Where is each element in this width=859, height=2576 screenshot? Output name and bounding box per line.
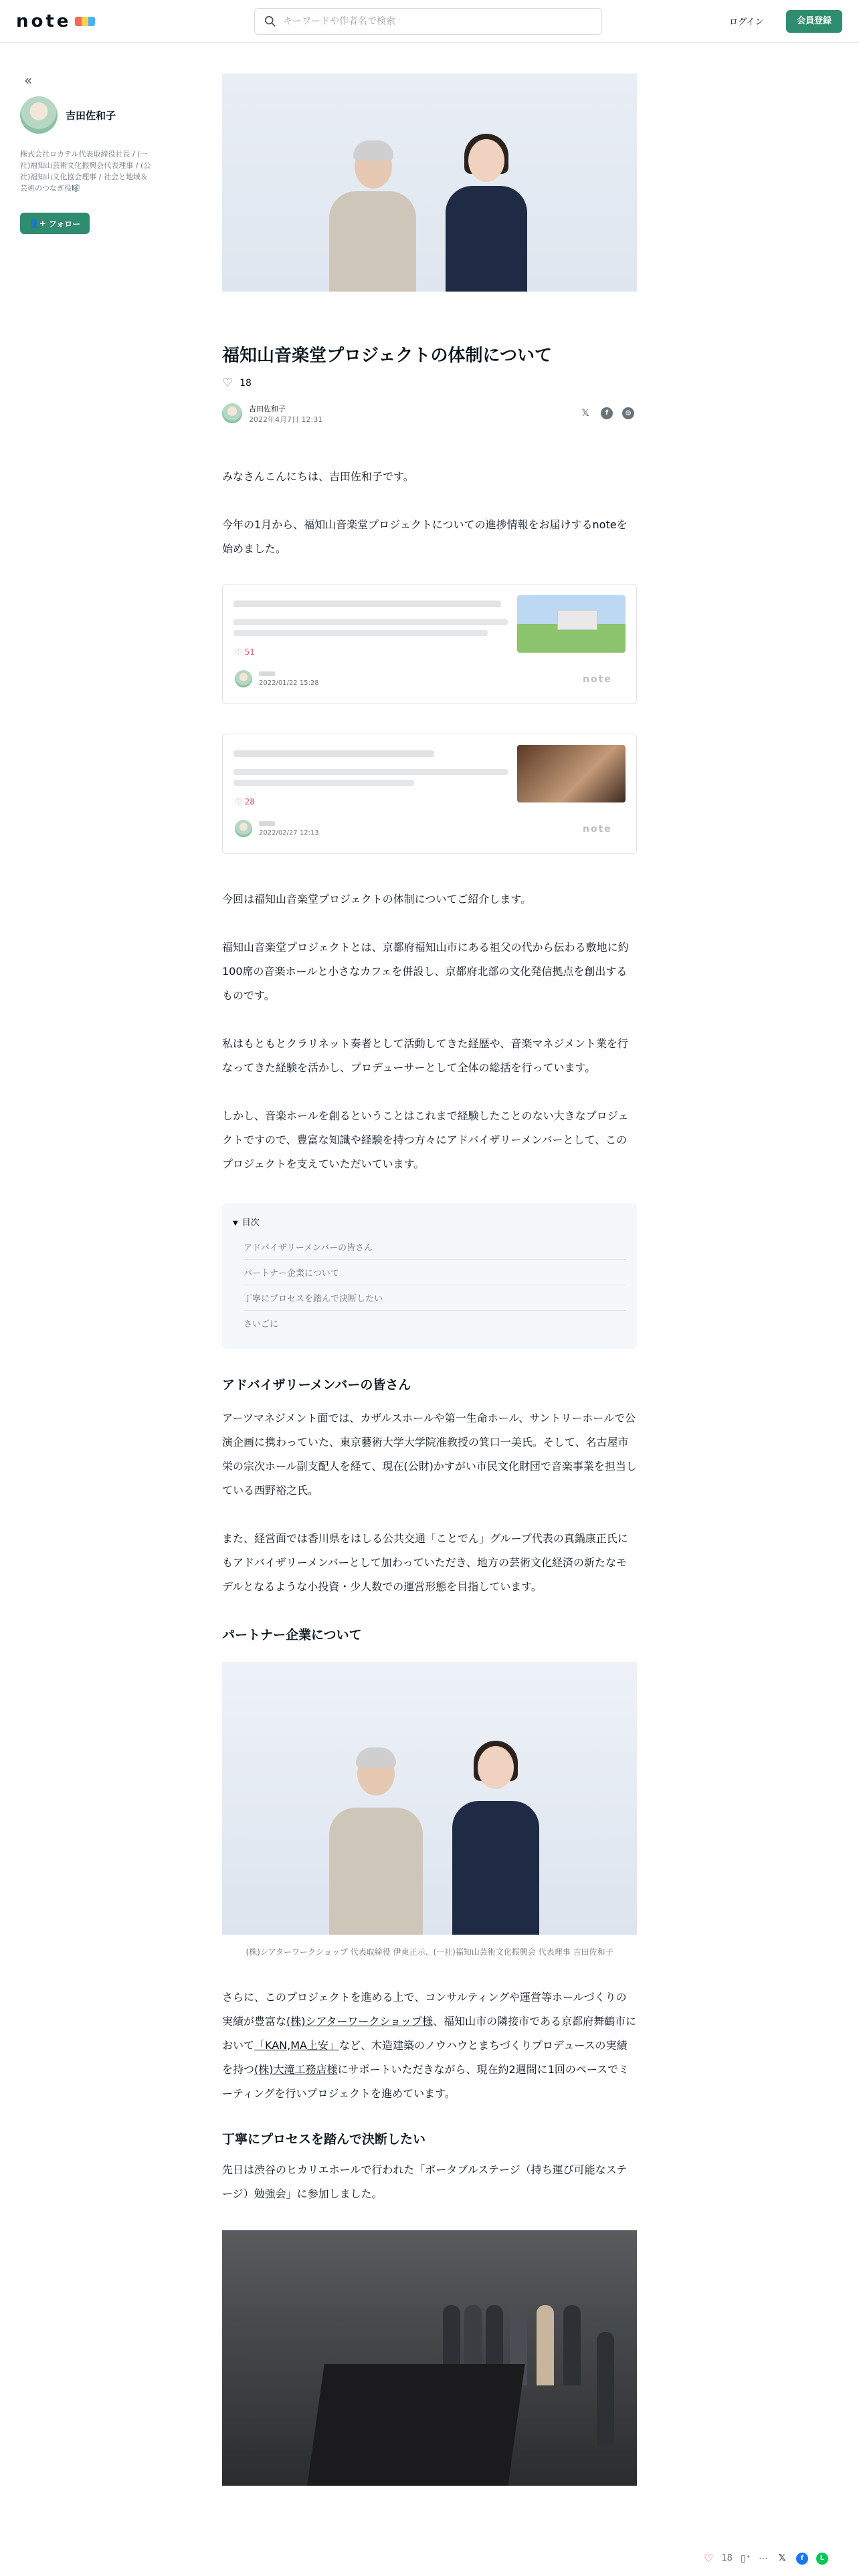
embed-thumbnail	[517, 595, 626, 653]
text-span: にサポートいただきながら、現在約2週間に1回のペースでミーティングを行いプロジェクトを進めています。	[222, 2063, 630, 2100]
embed-excerpt-line	[233, 769, 508, 775]
embed-date: 2022/01/22 15:28	[259, 679, 319, 687]
double-chevron-left-icon[interactable]: «	[24, 72, 33, 88]
author-avatar[interactable]	[222, 403, 242, 423]
heart-icon[interactable]: ♡	[704, 2552, 714, 2565]
section-1-paragraph-2: また、経営面では香川県をはしる公共交通「ことでん」グループ代表の真鍋康正氏にもアドバイザリーメンバーとして加わっていただき、地方の芸術文化経済の新たなモデルとなるような小投資・少人数での運営形態を目指しています。	[222, 1532, 628, 1593]
floating-like-count[interactable]: 18	[721, 2553, 733, 2563]
note-logo[interactable]	[16, 11, 95, 31]
toc-item[interactable]: パートナー企業について	[244, 1269, 339, 1279]
embed-like: ♡ 28	[235, 797, 255, 807]
share-buttons	[579, 407, 634, 419]
site-header	[0, 0, 859, 43]
otaki-link[interactable]: (株)大滝工務店様	[254, 2063, 338, 2076]
like-row	[222, 376, 637, 390]
sidebar-author-name[interactable]: 吉田佐和子	[66, 109, 116, 122]
search-input[interactable]	[283, 16, 577, 27]
logo-badge-icon	[75, 17, 95, 26]
heart-icon[interactable]: ♡	[222, 376, 233, 390]
follow-label: フォロー	[48, 219, 81, 229]
publish-date: 2022年4月7日 12:31	[249, 415, 323, 424]
facebook-share-icon[interactable]: f	[796, 2553, 808, 2565]
hero-image	[222, 74, 637, 292]
embed-excerpt-line	[233, 630, 488, 636]
photo-caption: (株)シアターワークショップ 代表取締役 伊東正示、(一社)福知山芸術文化振興会 代表理事 吉田佐和子	[246, 1947, 613, 1957]
portable-stage	[307, 2364, 525, 2486]
hero-person-right	[443, 124, 530, 292]
avatar[interactable]	[20, 96, 58, 134]
embed-excerpt-line	[233, 780, 414, 786]
signup-button[interactable]: 会員登録	[786, 10, 842, 33]
x-share-icon[interactable]: 𝕏	[778, 2553, 786, 2563]
embed-card[interactable]	[222, 734, 637, 854]
partners-photo	[222, 1662, 637, 1935]
embed-avatar	[235, 820, 252, 837]
text-span: など、木造建築のノウハウとまちづくりプロデュースの実績を持つ	[222, 2039, 628, 2076]
body-paragraph-2: 福知山音楽堂プロジェクトとは、京都府福知山市にある祖父の代から伝わる敷地に約100席の音楽ホールと小さなカフェを併設し、京都府北部の文化発信拠点を創出するものです。	[222, 941, 629, 1002]
author-bio: 株式会社ロカテル代表取締役社長 / (一社)福知山芸術文化振興会代表理事 / (公社)福知山文化協会理事 / 社会と地域＆芸術のつなぎ役🎼	[20, 150, 151, 193]
body-paragraph-3: 私はもともとクラリネット奏者として活動してきた経歴や、音楽マネジメント業を行なってきた経験を活かし、プロデューサーとして全体の総括を行っています。	[222, 1037, 628, 1074]
embed-like-count: 28	[244, 797, 255, 807]
embed-author-placeholder	[259, 819, 275, 826]
search-icon	[264, 15, 276, 27]
section-3-paragraph-1: 先日は渋谷のヒカリエホールで行われた「ポータブルステージ（持ち運び可能なステージ）勉強会」に参加しました。	[222, 2163, 628, 2200]
follow-button[interactable]	[20, 213, 90, 234]
embed-author-placeholder	[259, 669, 275, 676]
meta-author-name[interactable]: 吉田佐和子	[249, 405, 286, 413]
photo-person-right	[450, 1727, 543, 1935]
menu-dots-icon[interactable]: ⋯	[758, 2553, 768, 2564]
body-paragraph-4: しかし、音楽ホールを創るということはこれまで経験したことのない大きなプロジェクトですので、豊富な知識や経験を持つ方々にアドバイザリーメンバーとして、このプロジェクトを支えていただいています。	[222, 1109, 629, 1170]
text-span: 、福知山市の隣接市である京都府舞鶴市において	[222, 2015, 637, 2052]
facebook-share-icon[interactable]: f	[601, 407, 613, 419]
embed-card[interactable]	[222, 584, 637, 704]
section-heading-process: 丁寧にプロセスを踏んで決断したい	[222, 2132, 426, 2147]
portable-stage-photo	[222, 2230, 637, 2486]
section-heading-partners: パートナー企業について	[222, 1628, 362, 1642]
toc-label: 目次	[242, 1218, 260, 1228]
embed-title-placeholder[interactable]	[233, 599, 508, 609]
toc-item[interactable]: さいごに	[244, 1319, 279, 1329]
photo-figure	[597, 2332, 614, 2446]
embed-thumbnail	[517, 745, 626, 802]
embed-excerpt-line	[233, 619, 508, 625]
line-share-icon[interactable]: L	[816, 2553, 828, 2565]
embed-avatar	[235, 670, 252, 687]
embed-like: ♡ 51	[235, 647, 255, 657]
line-share-icon[interactable]: ◍	[622, 407, 634, 419]
section-heading-advisory: アドバイザリーメンバーの皆さん	[222, 1378, 411, 1392]
toc-toggle[interactable]	[233, 1215, 260, 1228]
photo-figure	[537, 2305, 554, 2385]
section-1-paragraph-1: アーツマネジメント面では、カザルスホールや第一生命ホール、サントリーホールで公演企画に携わっていた、東京藝術大学大学院准教授の箕口一美氏。そして、名古屋市栄の宗次ホール副支配人を経て、現在(公財)かすがい市民文化財団で音楽事業を担当している西野裕之氏。	[222, 1412, 637, 1497]
floating-action-bar	[704, 2552, 828, 2565]
intro-paragraph-2: 今年の1月から、福知山音楽堂プロジェクトについての進捗情報をお届けするnoteを始めました。	[222, 518, 628, 555]
embed-note-logo: note	[583, 674, 612, 685]
theater-workshop-link[interactable]: (株)シアターワークショップ様	[286, 2015, 434, 2028]
login-link[interactable]: ログイン	[729, 17, 764, 27]
intro-paragraph-1: みなさんこんにちは、吉田佐和子です。	[222, 470, 414, 483]
toc-item[interactable]: アドバイザリーメンバーの皆さん	[244, 1243, 373, 1253]
text-span: さらに、このプロジェクトを進める上で、コンサルティングや運営等ホールづくりの実績が豊富な	[222, 1991, 627, 2028]
photo-figure	[563, 2305, 581, 2385]
article-meta	[222, 402, 637, 426]
embed-title-placeholder[interactable]	[233, 749, 508, 758]
x-share-icon[interactable]: 𝕏	[581, 408, 589, 419]
table-of-contents	[222, 1203, 637, 1349]
article	[222, 74, 637, 2486]
kanma-link[interactable]: 「KAN,MA上安」	[254, 2039, 339, 2052]
magazine-add-icon[interactable]: ▯⁺	[740, 2553, 751, 2564]
person-plus-icon: 👤+	[29, 219, 46, 228]
embed-date: 2022/02/27 12:13	[259, 829, 319, 837]
triangle-down-icon: ▼	[233, 1220, 238, 1227]
like-count[interactable]: 18	[240, 377, 252, 389]
embed-like-count: 51	[244, 647, 255, 657]
logo-text: note	[16, 11, 72, 31]
toc-item[interactable]: 丁寧にプロセスを踏んで決断したい	[244, 1294, 383, 1304]
body-paragraph-1: 今回は福知山音楽堂プロジェクトの体制についてご紹介します。	[222, 893, 532, 905]
article-title: 福知山音楽堂プロジェクトの体制について	[222, 346, 552, 366]
section-2-paragraph-1	[222, 1985, 637, 2106]
search-box[interactable]	[254, 8, 602, 35]
photo-person-left	[329, 1734, 423, 1935]
embed-note-logo: note	[583, 824, 612, 835]
sidebar-author[interactable]	[20, 96, 116, 134]
hero-person-left	[329, 131, 416, 292]
